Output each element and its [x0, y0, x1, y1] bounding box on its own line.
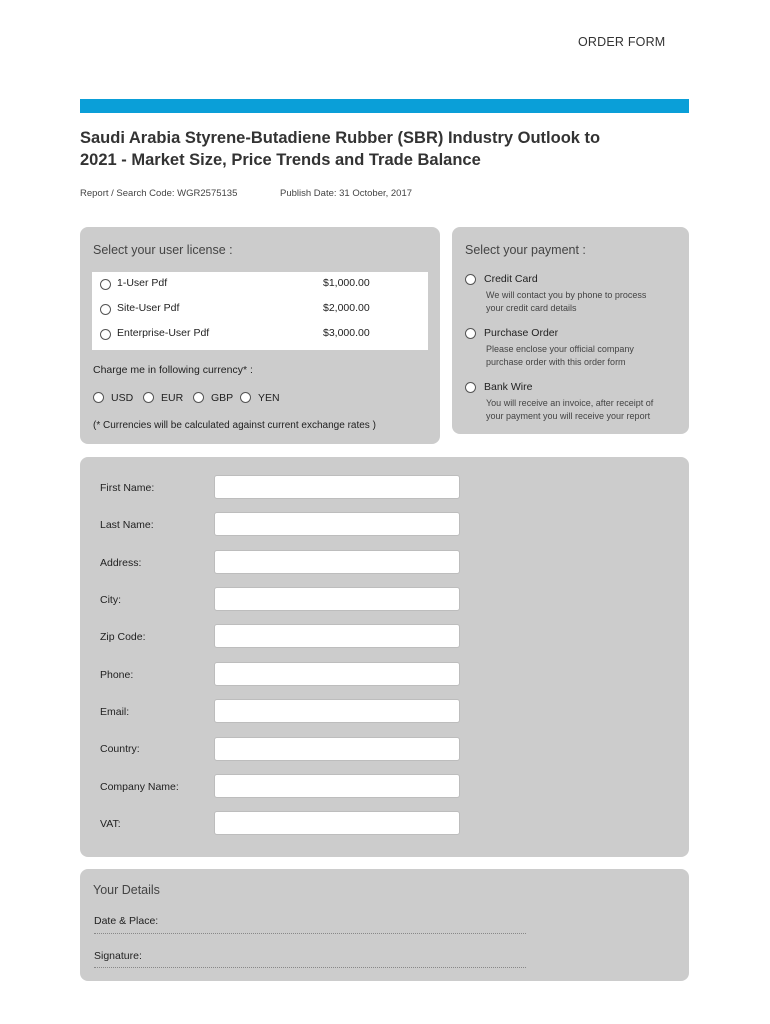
desc-line: your payment you will receive your report	[486, 410, 651, 421]
license-price: $2,000.00	[323, 302, 370, 314]
currency-prompt: Charge me in following currency* :	[93, 364, 253, 376]
license-label: Site-User Pdf	[117, 302, 180, 314]
phone-label: Phone:	[100, 669, 134, 681]
currency-eur-label: EUR	[161, 392, 184, 404]
desc-line: We will contact you by phone to process	[486, 290, 647, 300]
license-option-1user[interactable]	[92, 273, 428, 297]
email-label: Email:	[100, 706, 130, 718]
title-line-1: Saudi Arabia Styrene-Butadiene Rubber (SBR) Industry Outlook to	[80, 129, 601, 147]
radio-usd[interactable]	[93, 392, 104, 403]
desc-line: Please enclose your official company	[486, 344, 634, 354]
city-field[interactable]	[214, 587, 460, 611]
report-code: Report / Search Code: WGR2575135	[80, 188, 238, 199]
report-title	[80, 127, 680, 171]
signature-line[interactable]	[94, 967, 526, 968]
date-place-label: Date & Place:	[94, 915, 159, 927]
company-name-field[interactable]	[214, 774, 460, 798]
vat-label: VAT:	[100, 818, 121, 830]
first-name-field[interactable]	[214, 475, 460, 499]
radio-enterprise[interactable]	[100, 329, 111, 340]
radio-yen[interactable]	[240, 392, 251, 403]
desc-line: You will receive an invoice, after receipt of	[486, 398, 654, 408]
radio-bank-wire[interactable]	[465, 382, 476, 393]
country-field[interactable]	[214, 737, 460, 761]
date-place-line[interactable]	[94, 933, 526, 934]
desc-line: your credit card details	[486, 302, 577, 313]
desc-line: purchase order with this order form	[486, 356, 626, 367]
payment-bank-wire-desc	[486, 397, 686, 422]
phone-field[interactable]	[214, 662, 460, 686]
address-field[interactable]	[214, 550, 460, 574]
payment-bank-wire-label: Bank Wire	[484, 381, 533, 393]
license-price: $1,000.00	[323, 277, 370, 289]
license-option-enterprise[interactable]	[92, 323, 428, 347]
last-name-label: Last Name:	[100, 519, 154, 531]
payment-purchase-order-desc	[486, 343, 686, 368]
currency-gbp-label: GBP	[211, 392, 234, 404]
license-option-site[interactable]	[92, 298, 428, 322]
last-name-field[interactable]	[214, 512, 460, 536]
vat-field[interactable]	[214, 811, 460, 835]
accent-bar	[80, 99, 689, 113]
first-name-label: First Name:	[100, 482, 155, 494]
currency-yen-label: YEN	[258, 392, 280, 404]
radio-1user[interactable]	[100, 279, 111, 290]
your-details-heading: Your Details	[93, 883, 160, 897]
radio-eur[interactable]	[143, 392, 154, 403]
payment-credit-card-desc	[486, 289, 686, 314]
title-line-2: 2021 - Market Size, Price Trends and Trade Balance	[80, 151, 481, 169]
address-label: Address:	[100, 557, 142, 569]
city-label: City:	[100, 594, 121, 606]
your-details-panel	[80, 869, 689, 981]
company-name-label: Company Name:	[100, 781, 179, 793]
license-table	[92, 272, 428, 350]
radio-purchase-order[interactable]	[465, 328, 476, 339]
license-label: 1-User Pdf	[117, 277, 168, 289]
radio-gbp[interactable]	[193, 392, 204, 403]
license-label: Enterprise-User Pdf	[117, 327, 210, 339]
payment-credit-card-label: Credit Card	[484, 273, 538, 285]
email-field[interactable]	[214, 699, 460, 723]
publish-date: Publish Date: 31 October, 2017	[280, 188, 413, 199]
radio-site[interactable]	[100, 304, 111, 315]
zip-code-field[interactable]	[214, 624, 460, 648]
license-price: $3,000.00	[323, 327, 370, 339]
currency-note: (* Currencies will be calculated against current exchange rates )	[93, 420, 376, 431]
currency-usd-label: USD	[111, 392, 134, 404]
country-label: Country:	[100, 743, 140, 755]
license-heading: Select your user license :	[93, 243, 233, 257]
radio-credit-card[interactable]	[465, 274, 476, 285]
zip-code-label: Zip Code:	[100, 631, 146, 643]
order-form-label: ORDER FORM	[578, 35, 666, 49]
signature-label: Signature:	[94, 950, 142, 962]
payment-heading: Select your payment :	[465, 243, 586, 257]
payment-purchase-order-label: Purchase Order	[484, 327, 559, 339]
